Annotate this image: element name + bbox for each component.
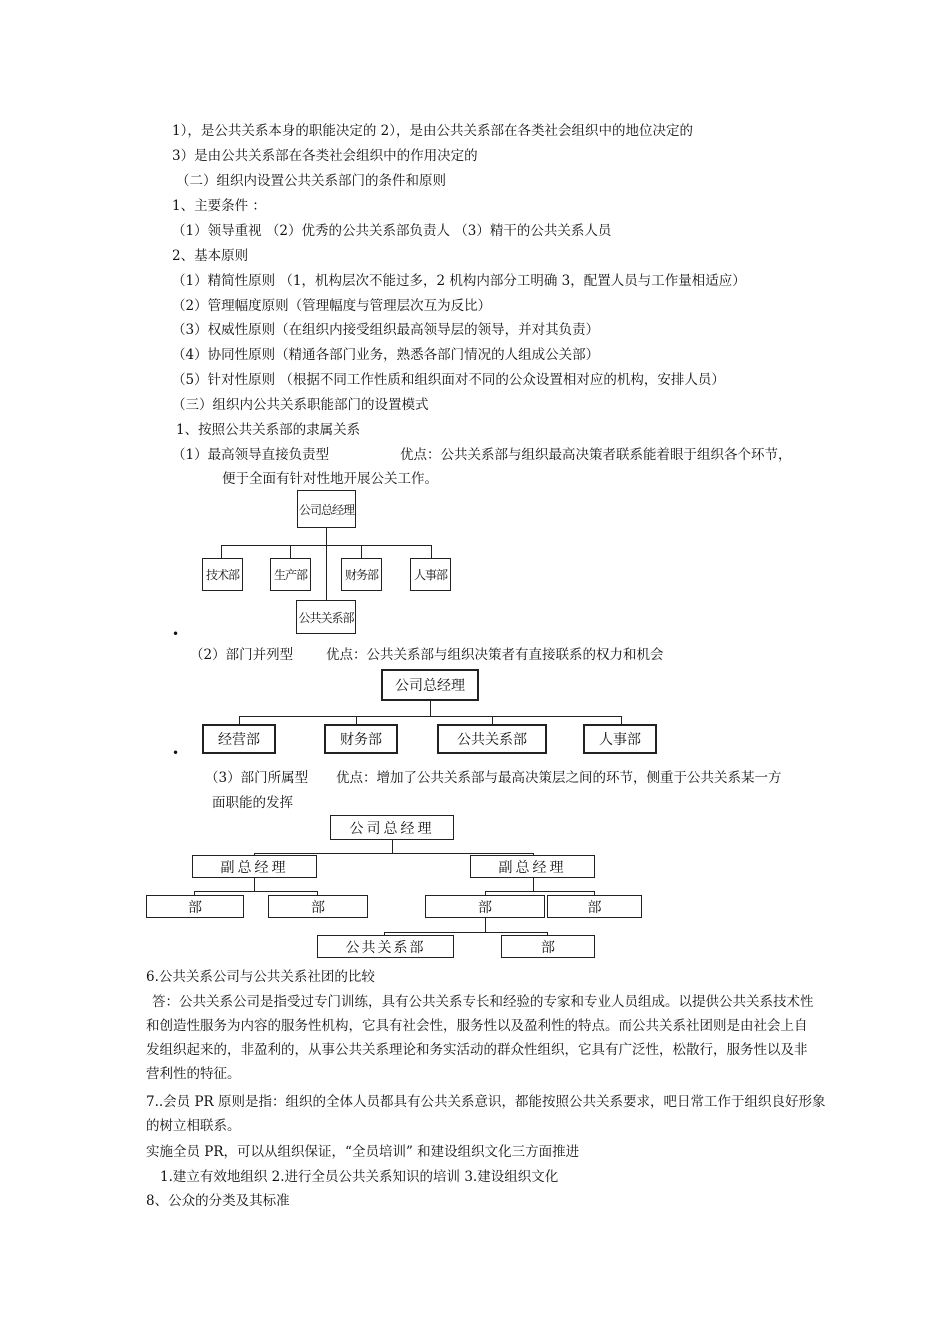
text-line-10: （4）协同性原则（精通各部门业务，熟悉各部门情况的人组成公关部） (172, 347, 600, 363)
d2-dept-box: 经营部 (202, 724, 276, 754)
text-line-5: （1）领导重视 （2）优秀的公共关系部负责人 （3）精干的公共关系人员 (172, 223, 612, 239)
text-line-13: 1、按照公共关系部的隶属关系 (176, 422, 361, 438)
text-line-17b: 优点：增加了公共关系部与最高决策层之间的环节，侧重于公共关系某一方 (336, 770, 782, 786)
text-line-2: 3）是由公共关系部在各类社会组织中的作用决定的 (172, 148, 478, 164)
section-paragraph-7: 7..会员 PR 原则是指：组织的全体人员都具有公共关系意识，都能按照公共关系要求，吧日常工作于组织良好形象的树立相联系。 (146, 1094, 826, 1134)
d3-dept-box: 部 (425, 895, 545, 918)
d1-pr-box: 公共关系部 (296, 600, 356, 634)
text-line-17a: （3）部门所属型 (205, 770, 309, 786)
d2-top-box: 公司总经理 (381, 669, 479, 701)
d2-dept-box: 财务部 (324, 724, 398, 754)
d2-bus-line (239, 716, 622, 717)
text-line-15: 便于全面有针对性地开展公关工作。 (222, 471, 438, 487)
text-line-4: 1、主要条件 ： (172, 198, 266, 214)
d1-dept-box: 人事部 (410, 558, 451, 591)
d3-vp-right-box: 副总经理 (470, 855, 595, 878)
d3-bus-line (254, 853, 534, 854)
text-line-9: （3）权威性原则（在组织内接受组织最高领导层的领导，并对其负责） (172, 322, 600, 338)
d1-dept-box: 技术部 (202, 558, 243, 591)
section-heading-3: （三）组织内公共关系职能部门的设置模式 (172, 397, 429, 413)
d3-dept-box: 部 (501, 935, 595, 958)
d3-dept-box: 部 (547, 895, 642, 918)
d1-bus-line (221, 545, 432, 546)
d2-dept-box: 公共关系部 (437, 724, 547, 754)
bullet: • (172, 627, 180, 641)
text-line-14b: 优点：公共关系部与组织最高决策者联系能着眼于组织各个环节， (400, 447, 792, 463)
section-heading-6: 6.公共关系公司与公共关系社团的比较 (146, 969, 375, 985)
d2-dept-box: 人事部 (583, 724, 657, 754)
text-line-8: （2）管理幅度原则（管理幅度与管理层次互为反比） (172, 298, 492, 314)
text-line-21: 1.建立有效地组织 2.进行全员公共关系知识的培训 3.建设组织文化 (160, 1169, 559, 1185)
d3-top-box: 公司总经理 (330, 815, 454, 840)
text-line-16b: 优点：公共关系部与组织决策者有直接联系的权力和机会 (326, 647, 664, 663)
answer-paragraph: 答：公共关系公司是指受过专门训练，具有公共关系专长和经验的专家和专业人员组成。以提供公共关系技术性和创造性服务为内容的服务性机构，它具有社会性，服务性以及盈利性的特点。而公共关系社团则是由社会上自发组织起来的，非盈利的，从事公共关系理论和务实活动的群众性组织，它具有广泛性，松散行，服务性以及非营利性的特征。 (146, 994, 814, 1082)
section-heading-8: 8、公众的分类及其标准 (146, 1193, 290, 1209)
d1-dept-box: 生产部 (270, 558, 311, 591)
d1-trunk-line (326, 528, 327, 601)
text-line-20: 实施全员 PR，可以从组织保证，“全员培训” 和建设组织文化三方面推进 (146, 1144, 580, 1160)
text-line-16a: （2）部门并列型 (190, 647, 294, 663)
text-line-11: （5）针对性原则 （根据不同工作性质和组织面对不同的公众设置相对应的机构，安排人员） (172, 372, 725, 388)
text-line-7: （1）精简性原则 （1，机构层次不能过多，2 机构内部分工明确 3，配置人员与工作量相适应） (172, 273, 746, 289)
d1-dept-box: 财务部 (341, 558, 382, 591)
bullet: • (172, 746, 180, 760)
text-line-18: 面职能的发挥 (212, 795, 293, 811)
section-heading-2: （二）组织内设置公共关系部门的条件和原则 (176, 173, 446, 189)
d3-pr-box: 公共关系部 (317, 935, 454, 958)
text-line-14a: （1）最高领导直接负责型 (172, 447, 330, 463)
text-line-1: 1），是公共关系本身的职能决定的 2），是由公共关系部在各类社会组织中的地位决定的 (172, 123, 693, 139)
d3-dept-box: 部 (146, 895, 244, 918)
text-line-6: 2、基本原则 (172, 248, 249, 264)
d3-vp-left-box: 副总经理 (192, 855, 317, 878)
d3-dept-box: 部 (268, 895, 368, 918)
d1-top-box: 公司总经理 (297, 490, 356, 528)
